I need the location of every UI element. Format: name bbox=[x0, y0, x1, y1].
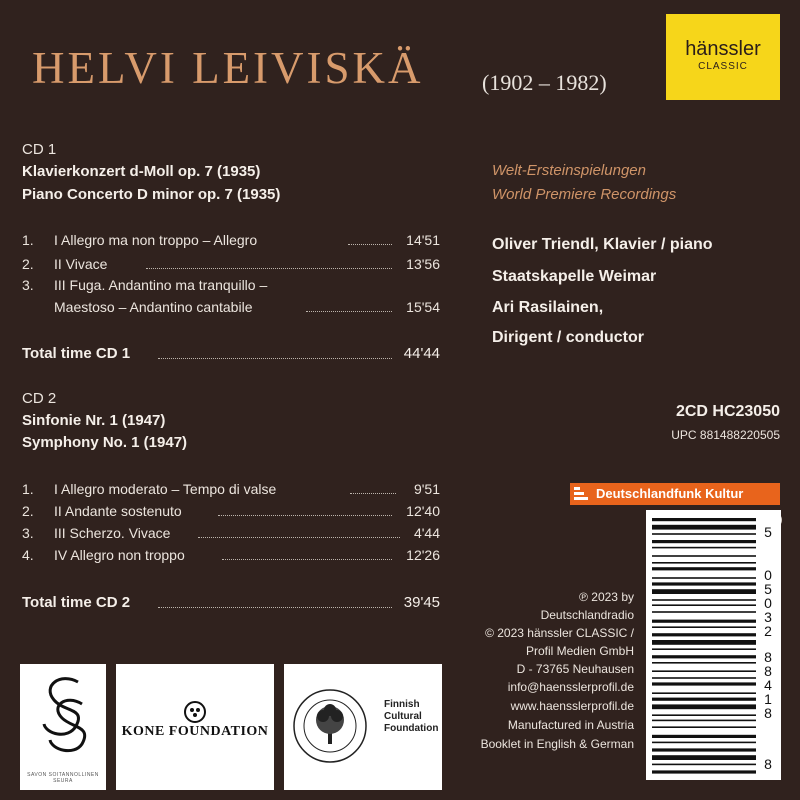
barcode-digit: 4 bbox=[764, 677, 772, 693]
barcode-bar bbox=[652, 518, 756, 521]
barcode-bar bbox=[652, 599, 756, 601]
track-title: II Vivace bbox=[54, 256, 108, 272]
barcode-bar bbox=[652, 648, 756, 650]
hanssler-classic-logo bbox=[666, 14, 780, 100]
cd2-work-en: Symphony No. 1 (1947) bbox=[22, 434, 188, 451]
barcode-bar bbox=[652, 567, 756, 570]
credit-line-7: www.haensslerprofil.de bbox=[510, 699, 634, 713]
barcode-bar bbox=[652, 533, 756, 535]
barcode-bar bbox=[652, 704, 756, 709]
deutschlandfunk-kultur-logo bbox=[570, 483, 780, 505]
cd2-track-4 bbox=[22, 547, 440, 567]
premiere-de: Welt-Ersteinspielungen bbox=[492, 162, 646, 179]
tree-seal-icon bbox=[290, 686, 370, 766]
barcode-bar bbox=[652, 662, 756, 664]
performer-line-1: Oliver Triendl, Klavier / piano bbox=[492, 236, 713, 253]
track-number: 1. bbox=[22, 481, 34, 497]
cd2-label: CD 2 bbox=[22, 390, 57, 407]
track-duration: 9'51 bbox=[413, 481, 440, 497]
barcode-bar bbox=[652, 620, 756, 623]
dot-leader bbox=[158, 358, 392, 359]
barcode-bar bbox=[652, 640, 756, 645]
logo-top-text: hänssler bbox=[685, 38, 761, 60]
total-label: Total time CD 2 bbox=[22, 594, 131, 611]
track-duration: 14'51 bbox=[406, 232, 440, 248]
credit-line-1: ℗ 2023 by bbox=[579, 590, 634, 604]
barcode-digit: 8 bbox=[764, 705, 772, 721]
credit-line-4: Profil Medien GmbH bbox=[525, 644, 634, 658]
finnish-cultural-foundation-logo bbox=[284, 664, 442, 790]
track-title: IV Allegro non troppo bbox=[54, 547, 185, 563]
dot-leader bbox=[348, 244, 392, 245]
track-number: 3. bbox=[22, 525, 34, 541]
barcode-bar bbox=[652, 735, 756, 738]
barcode-digit: 8 bbox=[764, 663, 772, 679]
performer-line-4: Dirigent / conductor bbox=[492, 329, 644, 346]
barcode-bar bbox=[652, 698, 756, 701]
barcode-bar bbox=[652, 577, 756, 579]
composer-title: HELVI LEIVISKÄ bbox=[32, 43, 424, 93]
barcode-bar bbox=[652, 525, 756, 530]
total-duration: 44'44 bbox=[403, 345, 440, 362]
upc-code: UPC 881488220505 bbox=[671, 428, 780, 442]
composer-years: (1902 – 1982) bbox=[482, 70, 607, 95]
barcode-bar bbox=[652, 720, 756, 722]
barcode-bar bbox=[652, 626, 756, 628]
credit-line-3: © 2023 hänssler CLASSIC / bbox=[485, 626, 634, 640]
track-number: 4. bbox=[22, 547, 34, 563]
premiere-en: World Premiere Recordings bbox=[492, 186, 677, 203]
barcode-bar bbox=[652, 770, 756, 773]
logo-bottom-text: CLASSIC bbox=[698, 61, 748, 72]
performer-line-2: Staatskapelle Weimar bbox=[492, 268, 657, 285]
barcode-bars bbox=[646, 510, 781, 780]
barcode-bar bbox=[652, 604, 756, 606]
broadcaster-name: Deutschlandfunk Kultur bbox=[596, 486, 744, 501]
barcode-bar bbox=[652, 714, 756, 716]
barcode-bar bbox=[652, 742, 756, 744]
dot-leader bbox=[218, 515, 392, 516]
barcode-bar bbox=[652, 547, 756, 549]
track-number: 3. bbox=[22, 277, 34, 293]
barcode-digit-group-1 bbox=[758, 650, 778, 720]
track-title: III Fuga. Andantino ma tranquillo – bbox=[54, 277, 268, 293]
credit-line-5: D - 73765 Neuhausen bbox=[516, 662, 634, 676]
credit-line-2: Deutschlandradio bbox=[540, 608, 634, 622]
track-duration: 4'44 bbox=[413, 525, 440, 541]
dot-leader bbox=[222, 559, 392, 560]
barcode-digit: 3 bbox=[764, 609, 772, 625]
track-title: III Scherzo. Vivace bbox=[54, 525, 171, 541]
cd2-work-de: Sinfonie Nr. 1 (1947) bbox=[22, 412, 166, 429]
sas-caption: SAVON SOITANNOLLINEN SEURA bbox=[27, 772, 99, 784]
barcode-bar bbox=[652, 589, 756, 594]
cd1-work-en: Piano Concerto D minor op. 7 (1935) bbox=[22, 186, 281, 203]
barcode-digit: 0 bbox=[764, 567, 772, 583]
credit-line-8: Manufactured in Austria bbox=[507, 718, 634, 732]
sas-sponsor-logo bbox=[20, 664, 106, 790]
barcode-bar bbox=[652, 682, 756, 685]
cd1-track-2 bbox=[22, 256, 440, 276]
total-duration: 39'45 bbox=[403, 594, 440, 611]
cd2-track-3 bbox=[22, 525, 440, 545]
kone-foundation-logo bbox=[116, 664, 274, 790]
cd2-track-1 bbox=[22, 481, 440, 501]
track-title: II Andante sostenuto bbox=[54, 503, 182, 519]
dot-leader bbox=[146, 268, 392, 269]
barcode-digit: 1 bbox=[764, 691, 772, 707]
barcode-bar bbox=[652, 764, 756, 766]
fcf-name bbox=[384, 699, 442, 735]
barcode-bar bbox=[652, 670, 756, 672]
cd1-work-de: Klavierkonzert d-Moll op. 7 (1935) bbox=[22, 163, 261, 180]
track-number: 1. bbox=[22, 232, 34, 248]
performer-line-3: Ari Rasilainen, bbox=[492, 299, 604, 316]
cd2-track-2 bbox=[22, 503, 440, 523]
kone-emblem-icon bbox=[183, 700, 207, 724]
dot-leader bbox=[306, 311, 392, 312]
track-number: 2. bbox=[22, 256, 34, 272]
barcode-bar bbox=[652, 677, 756, 679]
barcode-digit: 0 bbox=[764, 595, 772, 611]
kone-foundation-name: KONE FOUNDATION bbox=[121, 724, 269, 739]
barcode-bar bbox=[652, 540, 756, 543]
total-label: Total time CD 1 bbox=[22, 345, 131, 362]
track-duration: 15'54 bbox=[406, 299, 440, 315]
barcode-bar bbox=[652, 692, 756, 694]
deutschlandfunk-icon bbox=[574, 487, 588, 501]
barcode-bar bbox=[652, 611, 756, 613]
cd1-track-3-continued bbox=[22, 299, 440, 319]
track-title: I Allegro moderato – Tempo di valse bbox=[54, 481, 277, 497]
credit-line-9: Booklet in English & German bbox=[480, 737, 634, 751]
catalog-number: 2CD HC23050 bbox=[675, 403, 780, 420]
track-number: 2. bbox=[22, 503, 34, 519]
barcode-bar bbox=[652, 726, 756, 728]
barcode-digit-last: 5 bbox=[764, 524, 772, 540]
barcode-bar bbox=[652, 748, 756, 751]
dot-leader bbox=[198, 537, 400, 538]
dot-leader bbox=[158, 607, 392, 608]
barcode bbox=[646, 510, 781, 780]
fcf-name-line-2: Foundation bbox=[384, 723, 439, 734]
barcode-bar bbox=[652, 755, 756, 760]
barcode-bar bbox=[652, 582, 756, 585]
track-duration: 13'56 bbox=[406, 256, 440, 272]
barcode-bar bbox=[652, 555, 756, 557]
barcode-digit-first: 8 bbox=[764, 756, 772, 772]
barcode-digit: 5 bbox=[764, 581, 772, 597]
barcode-digit: 2 bbox=[764, 623, 772, 639]
cd1-track-1 bbox=[22, 232, 440, 252]
barcode-bar bbox=[652, 562, 756, 564]
dot-leader bbox=[350, 493, 396, 494]
barcode-digit: 8 bbox=[764, 649, 772, 665]
fcf-name-line-1: Finnish Cultural bbox=[384, 699, 422, 722]
track-duration: 12'26 bbox=[406, 547, 440, 563]
credit-line-6: info@haensslerprofil.de bbox=[507, 680, 634, 694]
cd1-track-3 bbox=[22, 277, 440, 297]
track-title: I Allegro ma non troppo – Allegro bbox=[54, 232, 258, 248]
track-title: Maestoso – Andantino cantabile bbox=[54, 299, 253, 315]
barcode-bar bbox=[652, 633, 756, 636]
barcode-bar bbox=[652, 655, 756, 658]
sas-emblem-icon bbox=[20, 664, 106, 774]
barcode-digit-group-2 bbox=[758, 568, 778, 638]
cd1-label: CD 1 bbox=[22, 141, 57, 158]
track-duration: 12'40 bbox=[406, 503, 440, 519]
